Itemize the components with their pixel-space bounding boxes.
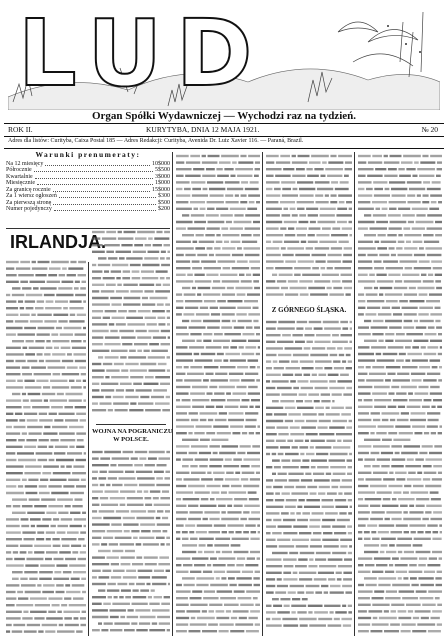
- column-divider: [172, 152, 173, 636]
- column-divider: [88, 262, 89, 636]
- address-text: Adres dla listów: Curityba, Caixa Postal 185 — Adres Redakcji: Curityba, Avenida Dr. Luiz Xavier 116. — Paraná, Brazil.: [8, 138, 304, 144]
- subscription-label: Półrocznie: [6, 167, 32, 173]
- article-body-column: [92, 448, 170, 634]
- leader-dots: [59, 193, 156, 198]
- article-body-column: [92, 228, 170, 418]
- subscription-price: $300: [158, 193, 170, 199]
- subscription-price: $200: [158, 206, 170, 212]
- subscription-price: 3$000: [155, 173, 170, 180]
- subscription-price: 15$000: [152, 186, 170, 193]
- article-headline-irlandja: IRLANDJA.: [10, 232, 107, 252]
- subscription-label: Numer pojedynczy: [6, 206, 52, 212]
- masthead: [8, 2, 440, 110]
- box-title: WOJNA NA POGRANICZU: [92, 428, 173, 435]
- box-rule: [96, 424, 166, 425]
- subscription-label: Za 1 wiersz ogłoszeń: [6, 193, 57, 199]
- organ-line: Organ Spółki Wydawniczej — Wychodzi raz na tydzień.: [91, 110, 356, 122]
- article-body-column: [6, 258, 86, 634]
- leader-dots: [53, 200, 156, 205]
- body-text-lines: [358, 152, 442, 634]
- masthead-title: LUD: [18, 0, 267, 107]
- subscription-label: Miesięcznie: [6, 180, 35, 186]
- subscription-label: Na 12 miesięcy: [6, 160, 44, 167]
- issue-number: № 20: [421, 125, 438, 134]
- article-headline-slask: Z GÓRNEGO ŚLĄSKA.: [271, 306, 347, 314]
- column-divider: [262, 152, 263, 636]
- article-body-column: [266, 152, 352, 302]
- subscription-price: 10$000: [152, 160, 170, 167]
- subscription-box: [6, 152, 170, 224]
- subscription-price: 5$500: [155, 167, 170, 173]
- subscription-heading: Warunki prenumeraty:: [35, 150, 141, 159]
- issue-year: ROK II.: [8, 125, 33, 134]
- body-text-lines: [92, 448, 170, 634]
- address-row: [6, 138, 442, 148]
- leader-dots: [54, 206, 156, 211]
- subscription-price: 1$000: [155, 180, 170, 186]
- header-rule-mid: [4, 136, 444, 137]
- box-subtitle: W POLSCE.: [113, 436, 149, 443]
- body-text-lines: [176, 152, 260, 634]
- subscription-label: Za pierwszą stronę: [6, 199, 52, 206]
- article-body-column: [176, 152, 260, 634]
- leader-dots: [37, 180, 153, 185]
- subscription-label: Za granicę rocznie: [6, 186, 51, 193]
- article-body-column: [266, 318, 352, 634]
- leader-dots: [53, 187, 150, 192]
- subscription-row: [6, 206, 170, 213]
- leader-dots: [45, 161, 150, 166]
- header-rule-top: [4, 123, 444, 124]
- article-body-column: [358, 152, 442, 634]
- leader-dots: [35, 174, 153, 179]
- body-text-lines: [92, 228, 170, 418]
- leader-dots: [34, 167, 153, 172]
- body-text-lines: [266, 152, 352, 302]
- column-divider: [354, 152, 355, 636]
- issue-place-date: KURYTYBA, DNIA 12 MAJA 1921.: [146, 125, 260, 134]
- subscription-label: Kwartalnie: [6, 173, 33, 180]
- header-rule-bottom: [4, 148, 444, 149]
- subscription-price: $500: [158, 199, 170, 206]
- body-text-lines: [6, 258, 86, 634]
- body-text-lines: [266, 318, 352, 634]
